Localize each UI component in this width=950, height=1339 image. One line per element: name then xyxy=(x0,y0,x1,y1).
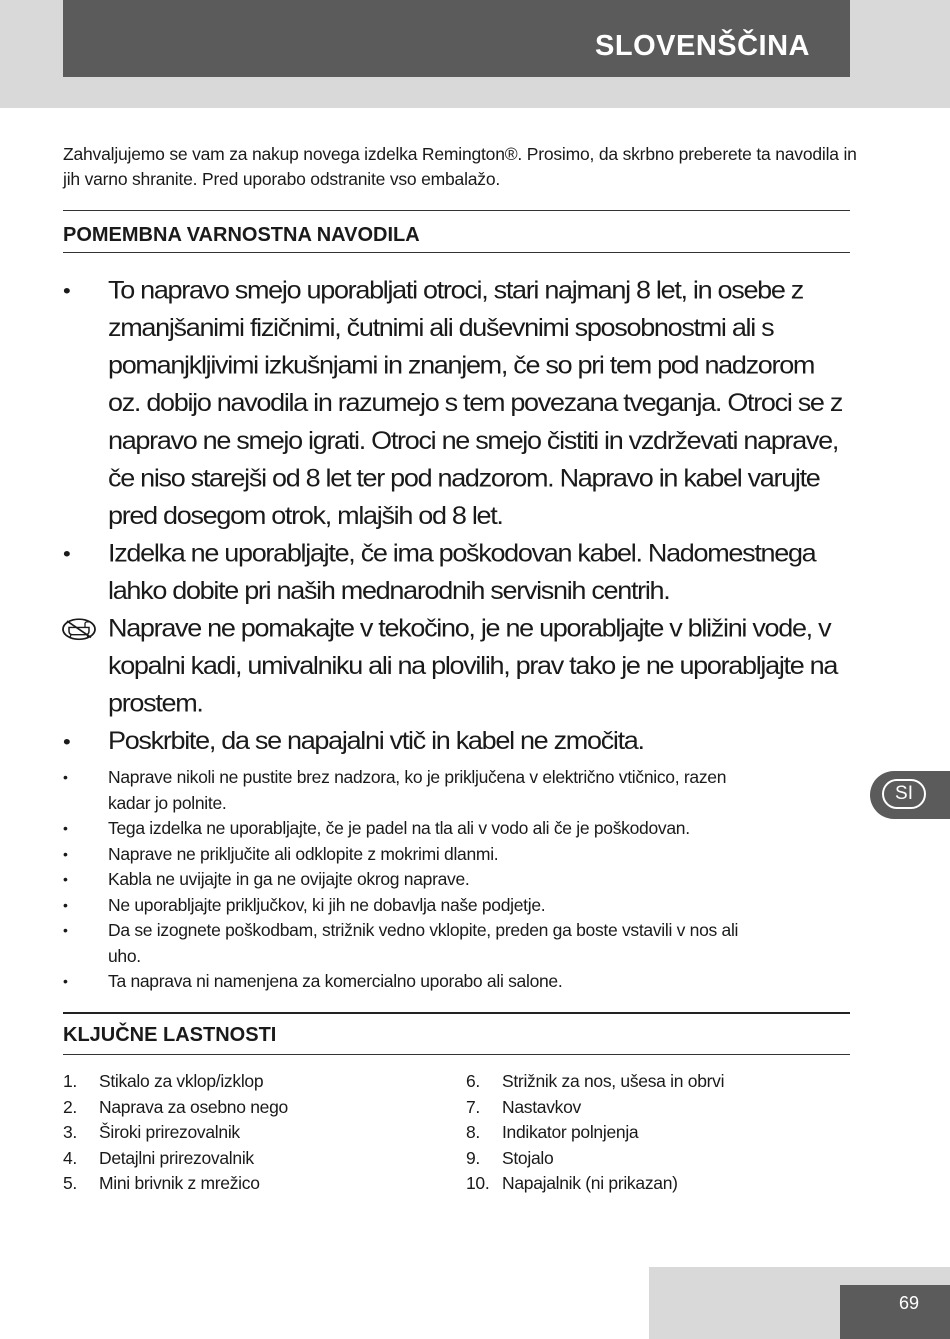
bullet: • xyxy=(63,730,70,753)
item-number: 4. xyxy=(63,1147,77,1168)
item-label: Nastavkov xyxy=(502,1096,581,1117)
intro-paragraph: Zahvaljujemo se vam za nakup novega izdelka Remington®. Prosimo, da skrbno preberete ta navodila in jih varno shranite. Pred uporabo odstranite vso embalažo. xyxy=(63,144,857,189)
list-item-text: Ta naprava ni namenjena za komercialno uporabo ali salone. xyxy=(108,971,563,991)
item-label: Naprava za osebno nego xyxy=(99,1096,288,1117)
item-number: 1. xyxy=(63,1071,77,1091)
bullet: • xyxy=(63,845,68,862)
list-item xyxy=(63,1069,288,1095)
language-title: SLOVENŠČINA xyxy=(595,30,810,62)
list-item-text: Naprave ne pomakajte v tekočino, je ne uporabljajte v bližini vode, v kopalni kadi, umivalniku ali na plovilih, prav tako je ne uporabljajte na prostem. xyxy=(108,614,838,718)
list-item-text: Tega izdelka ne uporabljajte, če je padel na tla ali v vodo ali če je poškodovan. xyxy=(108,818,690,838)
item-label: Strižnik za nos, ušesa in obrvi xyxy=(502,1071,725,1091)
list-item-text: Naprave ne priključite ali odklopite z mokrimi dlanmi. xyxy=(108,843,499,864)
list-item xyxy=(63,272,850,535)
list-item-text: Poskrbite, da se napajalni vtič in kabel ne zmočita. xyxy=(108,727,644,755)
list-item xyxy=(466,1069,724,1095)
list-item-text: Ne uporabljajte priključkov, ki jih ne dobavlja naše podjetje. xyxy=(108,894,546,915)
list-item xyxy=(63,1120,288,1146)
bullet: • xyxy=(63,279,70,303)
item-number: 10. xyxy=(466,1173,490,1193)
item-label: Mini brivnik z mrežico xyxy=(99,1173,260,1193)
list-item xyxy=(63,765,850,816)
safety-small-list xyxy=(63,765,850,995)
features-rule-bottom xyxy=(63,1054,850,1055)
list-item xyxy=(63,842,850,868)
item-label: Napajalnik (ni prikazan) xyxy=(502,1173,678,1193)
list-item xyxy=(63,1171,288,1197)
bullet: • xyxy=(63,896,68,913)
item-number: 7. xyxy=(466,1096,480,1117)
list-item xyxy=(63,816,850,842)
list-item xyxy=(63,1095,288,1121)
bullet: • xyxy=(63,542,70,566)
item-label: Indikator polnjenja xyxy=(502,1122,639,1142)
list-item xyxy=(63,723,850,761)
bullet: • xyxy=(63,820,68,836)
list-item xyxy=(63,1146,288,1172)
bullet: • xyxy=(63,922,68,938)
item-label: Stikalo za vklop/izklop xyxy=(99,1071,264,1091)
bullet: • xyxy=(63,769,68,785)
list-item xyxy=(466,1171,724,1197)
item-label: Stojalo xyxy=(502,1147,554,1168)
list-item xyxy=(466,1095,724,1121)
list-item xyxy=(63,969,850,995)
item-number: 8. xyxy=(466,1122,480,1142)
features-list-left xyxy=(63,1069,288,1197)
item-number: 5. xyxy=(63,1173,77,1193)
features-rule-top xyxy=(63,1012,850,1014)
list-item xyxy=(63,893,850,919)
item-number: 2. xyxy=(63,1096,77,1117)
list-item-text: To napravo smejo uporabljati otroci, stari najmanj 8 let, in osebe z zmanjšanimi fizičnimi, čutnimi ali duševnimi sposobnostmi ali s pomanjkljivimi izkušnjami in znanjem, če so pri tem pod nadzorom oz. dobijo navodila in razumejo s tem povezana tveganja. Otroci se z napravo ne smejo igrati. Otroci ne smejo čistiti in vzdrževati naprave, če niso starejši od 8 let ter pod nadzorom. Napravo in kabel varujte pred dosegom otrok, mlajših od 8 let. xyxy=(108,276,843,530)
bullet: • xyxy=(63,871,68,887)
list-item xyxy=(63,867,850,893)
item-number: 3. xyxy=(63,1122,77,1142)
list-item xyxy=(466,1120,724,1146)
item-number: 9. xyxy=(466,1147,480,1168)
safety-section-title: POMEMBNA VARNOSTNA NAVODILA xyxy=(63,224,420,246)
item-label: Detajlni prirezovalnik xyxy=(99,1147,254,1168)
list-item-text: Da se izognete poškodbam, strižnik vedno vklopite, preden ga boste vstavili v nos ali uho. xyxy=(108,920,739,966)
list-item xyxy=(466,1146,724,1172)
page-number-box xyxy=(840,1285,950,1339)
list-item xyxy=(63,535,850,610)
features-section-title: KLJUČNE LASTNOSTI xyxy=(63,1024,277,1046)
list-item-text: Izdelka ne uporabljajte, če ima poškodovan kabel. Nadomestnega lahko dobite pri naših mednarodnih servisnih centrih. xyxy=(108,539,816,605)
list-item-text: Naprave nikoli ne pustite brez nadzora, ko je priključena v električno vtičnico, razen kadar jo polnite. xyxy=(108,767,727,813)
language-side-tab xyxy=(870,771,950,819)
section-rule-bottom xyxy=(63,252,850,253)
page-number: 69 xyxy=(898,1293,919,1313)
list-item xyxy=(63,918,850,969)
section-rule-top xyxy=(63,210,850,211)
item-number: 6. xyxy=(466,1071,480,1091)
features-list-right xyxy=(466,1069,724,1197)
item-label: Široki prirezovalnik xyxy=(99,1122,240,1142)
language-header xyxy=(63,0,850,77)
language-code-badge: SI xyxy=(882,779,926,809)
list-item xyxy=(63,610,850,723)
bullet: • xyxy=(63,973,68,989)
no-bath-water-icon xyxy=(61,618,97,640)
list-item-text: Kabla ne uvijajte in ga ne ovijajte okrog naprave. xyxy=(108,869,470,889)
safety-large-list xyxy=(63,272,850,760)
